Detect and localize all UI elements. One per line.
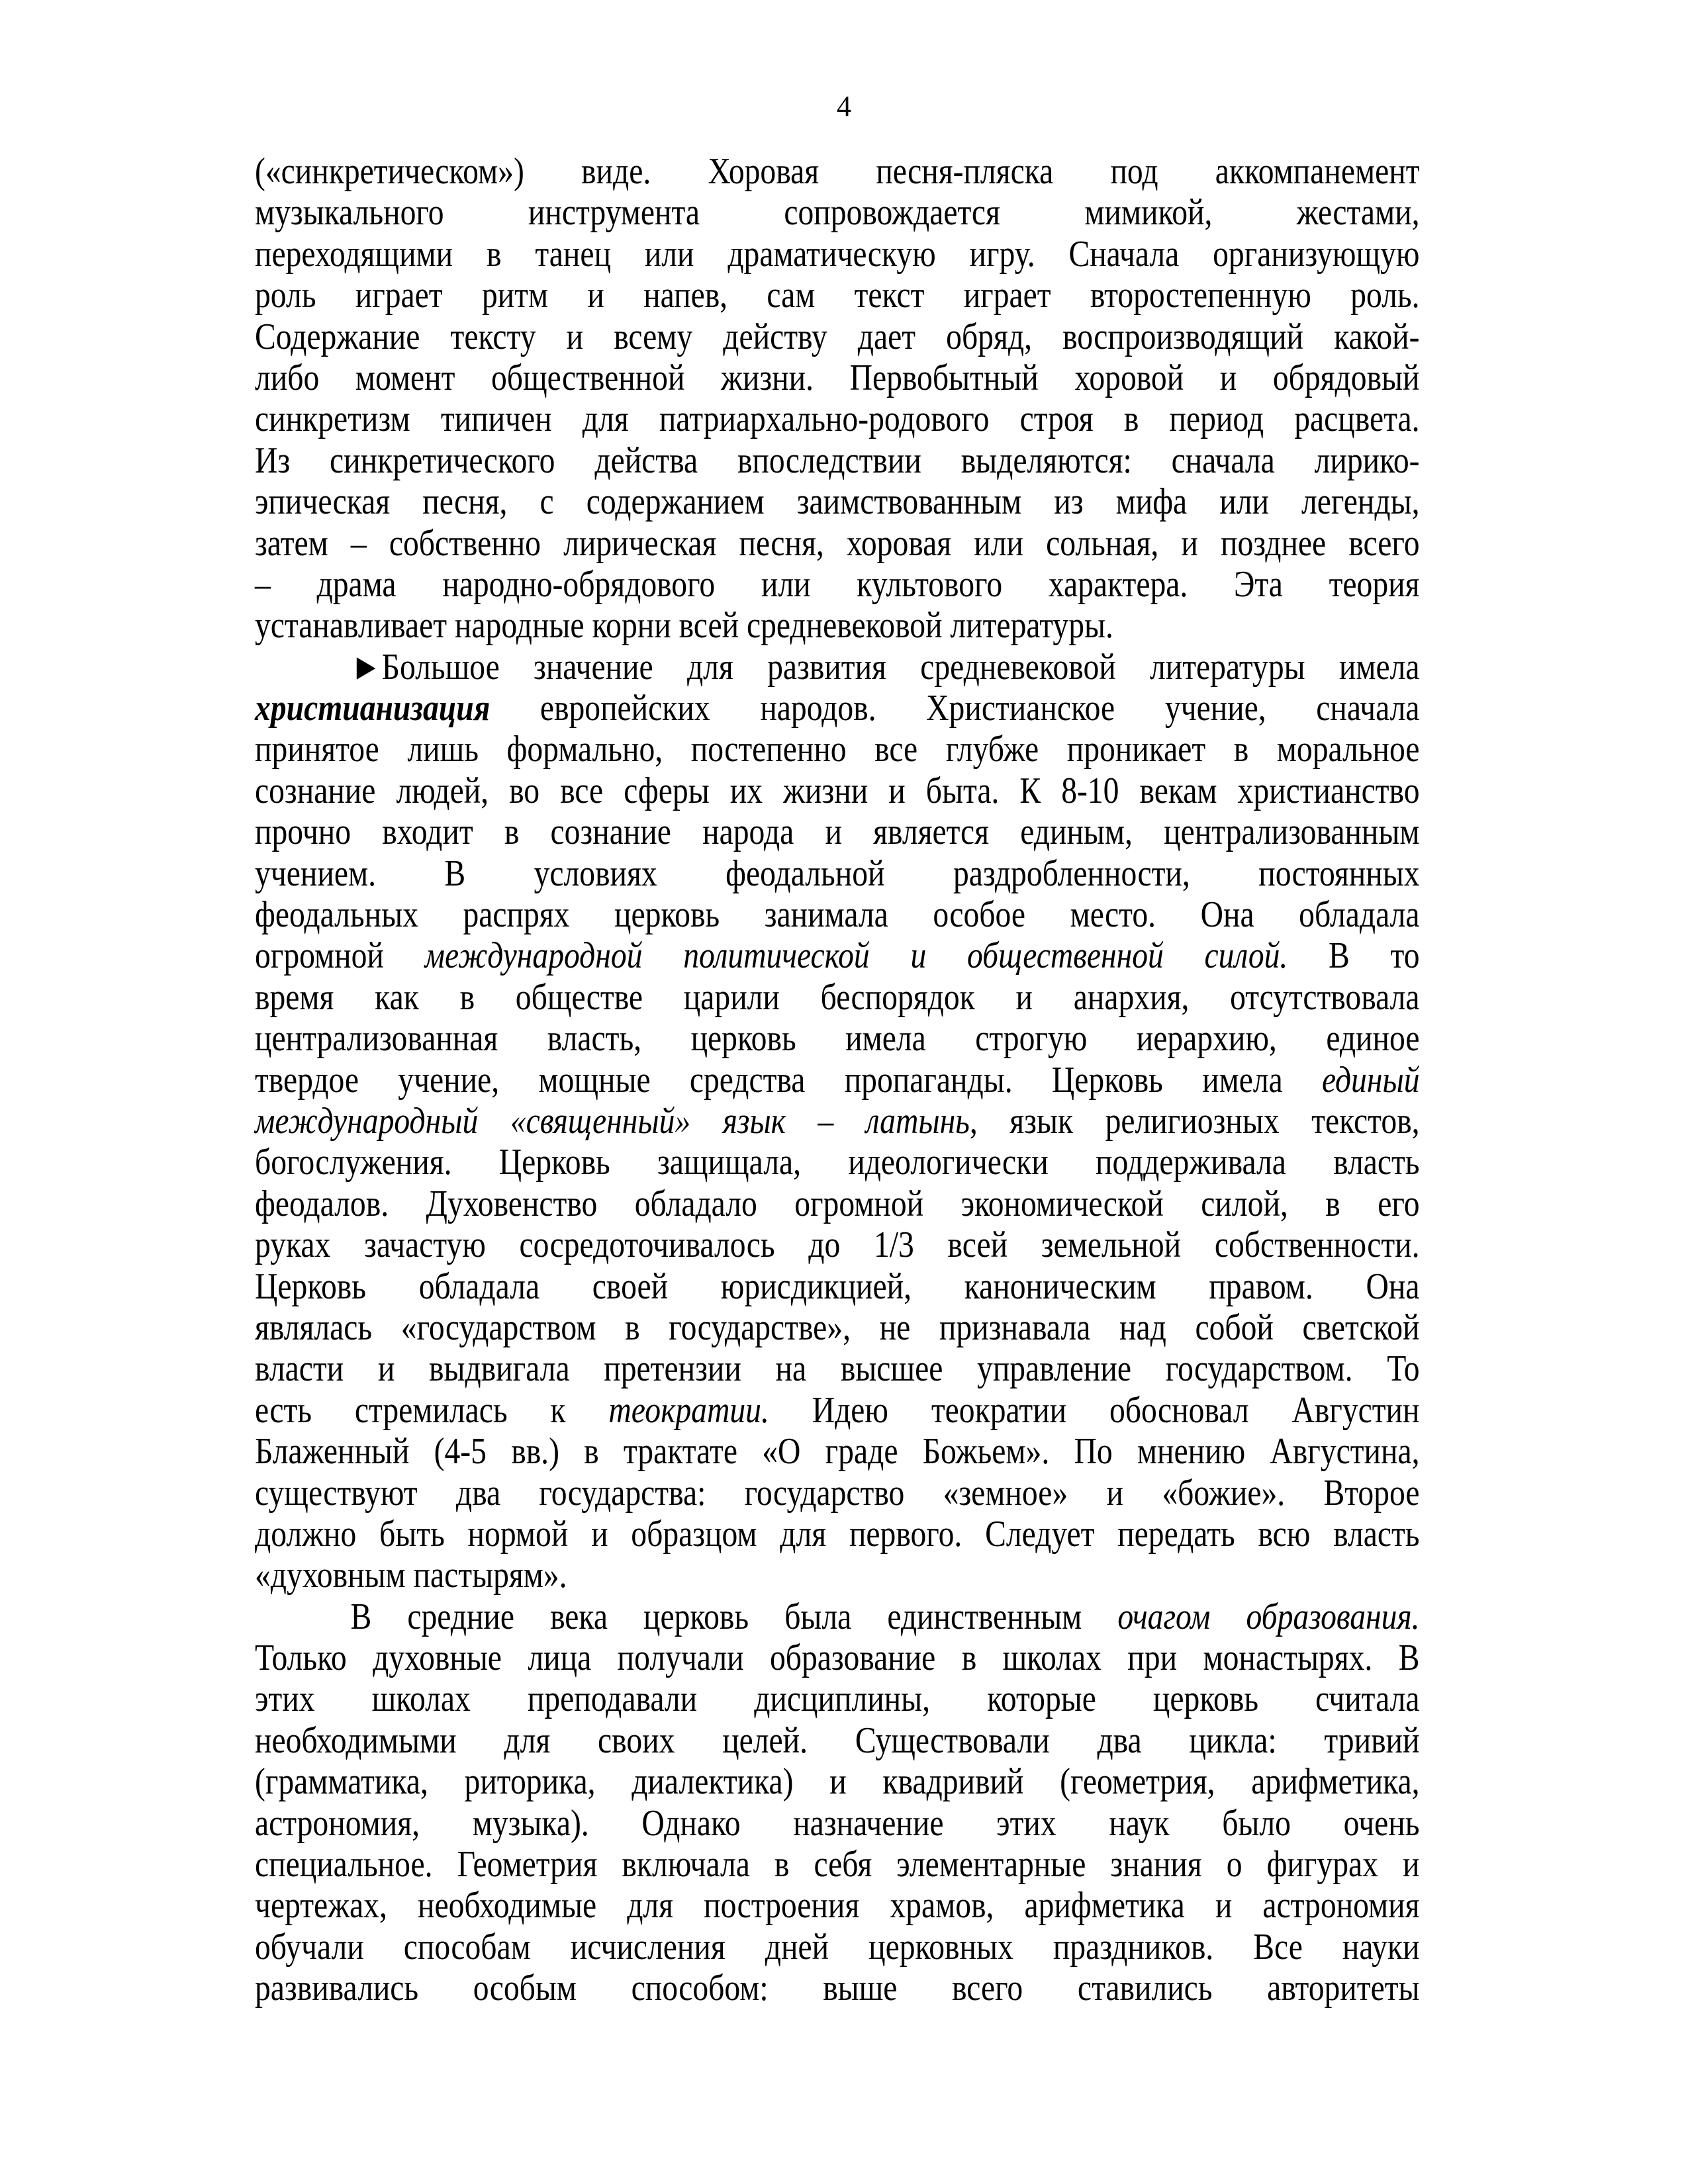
text-line bbox=[255, 1473, 1420, 1514]
text-segment: устанавливает народные корни всей средневековой литературы. bbox=[255, 605, 1113, 647]
text-segment: феодальных распрях церковь занимала особое место. Она обладала bbox=[255, 894, 1420, 936]
text-segment: являлась «государством в государстве», не признавала над собой светской bbox=[255, 1306, 1420, 1348]
text-segment: огромной bbox=[255, 935, 425, 977]
text-segment: синкретизм типичен для патриархально-родового строя в период расцвета. bbox=[255, 398, 1420, 440]
text-segment: В средние века церковь была единственным bbox=[350, 1596, 1118, 1637]
text-segment: чертежах, необходимые для построения храмов, арифметика и астрономия bbox=[255, 1885, 1420, 1927]
text-segment: (грамматика, риторика, диалектика) и квадривий (геометрия, арифметика, bbox=[255, 1761, 1420, 1803]
document-body bbox=[255, 151, 1420, 2009]
text-segment: ►Большое значение для развития средневековой литературы имела bbox=[350, 646, 1420, 688]
text-segment: затем – собственно лирическая песня, хоровая или сольная, и позднее всего bbox=[255, 522, 1420, 564]
text-segment: необходимыми для своих целей. Существовали два цикла: тривий bbox=[255, 1719, 1420, 1761]
text-segment: роль играет ритм и напев, сам текст играет второстепенную роль. bbox=[255, 275, 1420, 316]
text-line bbox=[255, 770, 1420, 811]
text-segment: специальное. Геометрия включала в себя элементарные знания о фигурах и bbox=[255, 1844, 1420, 1886]
text-segment: есть стремилась к bbox=[255, 1389, 609, 1431]
text-segment: руках зачастую сосредоточивалось до 1/3 всей земельной собственности. bbox=[255, 1224, 1420, 1266]
text-line bbox=[255, 151, 1420, 192]
text-line bbox=[255, 1101, 1420, 1142]
text-line bbox=[255, 605, 1420, 646]
text-line bbox=[255, 234, 1420, 275]
text-line bbox=[255, 1390, 1420, 1431]
page-number: 4 bbox=[837, 90, 851, 122]
text-segment: Идею теократии обосновал Августин bbox=[769, 1389, 1420, 1431]
text-line bbox=[255, 1761, 1420, 1802]
text-line bbox=[255, 1927, 1420, 1968]
emphasized-text: теократии. bbox=[608, 1389, 769, 1431]
text-line bbox=[255, 357, 1420, 398]
text-segment: централизованная власть, церковь имела строгую иерархию, единое bbox=[255, 1018, 1420, 1060]
text-segment: феодалов. Духовенство обладало огромной экономической силой, в его bbox=[255, 1183, 1420, 1224]
text-segment: , язык религиозных текстов, bbox=[969, 1100, 1420, 1142]
text-segment: – драма народно-обрядового или культового характера. Эта теория bbox=[255, 563, 1420, 605]
text-line bbox=[255, 1183, 1420, 1224]
paragraph bbox=[255, 1596, 1420, 2009]
text-segment: должно быть нормой и образцом для первого. Следует передать всю власть bbox=[255, 1513, 1420, 1555]
emphasized-text: международный «священный» язык – латынь bbox=[255, 1100, 970, 1142]
text-line bbox=[255, 647, 1420, 688]
text-line bbox=[255, 1678, 1420, 1719]
text-segment: эпическая песня, с содержанием заимствованным из мифа или легенды, bbox=[255, 481, 1420, 523]
text-line bbox=[255, 481, 1420, 522]
text-segment: принятое лишь формально, постепенно все глубже проникает в моральное bbox=[255, 729, 1420, 770]
text-line bbox=[255, 316, 1420, 357]
emphasized-text: христианизация bbox=[255, 688, 491, 729]
text-line bbox=[255, 440, 1420, 481]
text-segment: Церковь обладала своей юрисдикцией, каноническим правом. Она bbox=[255, 1265, 1420, 1307]
text-line bbox=[255, 688, 1420, 729]
text-segment: Блаженный (4-5 вв.) в трактате «О граде Божьем». По мнению Августина, bbox=[255, 1431, 1420, 1473]
text-line bbox=[255, 1348, 1420, 1389]
text-segment: богослужения. Церковь защищала, идеологически поддерживала власть bbox=[255, 1142, 1420, 1183]
text-segment: астрономия, музыка). Однако назначение этих наук было очень bbox=[255, 1802, 1420, 1844]
emphasized-text: международной политической и общественной силой. bbox=[424, 935, 1288, 977]
text-segment: переходящими в танец или драматическую игру. Сначала организующую bbox=[255, 233, 1420, 275]
text-line bbox=[255, 1844, 1420, 1885]
text-segment: либо момент общественной жизни. Первобытный хоровой и обрядовый bbox=[255, 357, 1420, 398]
text-line bbox=[255, 1018, 1420, 1059]
text-segment: учением. В условиях феодальной раздробленности, постоянных bbox=[255, 852, 1420, 894]
text-line bbox=[255, 1803, 1420, 1844]
text-line bbox=[255, 1514, 1420, 1555]
text-segment: музыкального инструмента сопровождается мимикой, жестами, bbox=[255, 192, 1420, 234]
text-segment: время как в обществе царили беспорядок и анархия, отсутствовала bbox=[255, 976, 1420, 1018]
emphasized-text: очагом образования. bbox=[1117, 1596, 1420, 1637]
paragraph bbox=[255, 647, 1420, 1596]
text-segment: Только духовные лица получали образование в школах при монастырях. В bbox=[255, 1637, 1420, 1679]
text-line bbox=[255, 1885, 1420, 1926]
text-line bbox=[255, 1142, 1420, 1183]
text-segment: твердое учение, мощные средства пропаганды. Церковь имела bbox=[255, 1059, 1323, 1101]
text-segment: обучали способам исчисления дней церковных праздников. Все науки bbox=[255, 1926, 1420, 1968]
text-line bbox=[255, 1555, 1420, 1596]
text-line bbox=[255, 1596, 1420, 1637]
text-line bbox=[255, 853, 1420, 894]
text-line bbox=[255, 564, 1420, 605]
text-segment: европейских народов. Христианское учение, сначала bbox=[490, 688, 1420, 729]
text-line bbox=[255, 275, 1420, 316]
text-segment: власти и выдвигала претензии на высшее управление государством. То bbox=[255, 1348, 1420, 1390]
text-line bbox=[255, 811, 1420, 852]
text-line bbox=[255, 1968, 1420, 2009]
text-line bbox=[255, 1307, 1420, 1348]
text-segment: Содержание тексту и всему действу дает обряд, воспроизводящий какой- bbox=[255, 316, 1420, 357]
text-segment: Из синкретического действа впоследствии выделяются: сначала лирико- bbox=[255, 439, 1420, 481]
text-line bbox=[255, 1060, 1420, 1101]
text-line bbox=[255, 398, 1420, 439]
text-line bbox=[255, 977, 1420, 1018]
text-line bbox=[255, 1224, 1420, 1265]
text-line bbox=[255, 1637, 1420, 1678]
text-line bbox=[255, 935, 1420, 976]
paragraph bbox=[255, 151, 1420, 647]
text-line bbox=[255, 523, 1420, 564]
text-segment: прочно входит в сознание народа и является единым, централизованным bbox=[255, 811, 1420, 853]
text-segment: существуют два государства: государство «земное» и «божие». Второе bbox=[255, 1472, 1420, 1514]
text-line bbox=[255, 1266, 1420, 1307]
emphasized-text: единый bbox=[1322, 1059, 1420, 1101]
text-segment: («синкретическом») виде. Хоровая песня-пляска под аккомпанемент bbox=[255, 151, 1420, 192]
text-segment: развивались особым способом: выше всего ставились авторитеты bbox=[255, 1968, 1420, 2009]
text-line bbox=[255, 729, 1420, 770]
text-line bbox=[255, 894, 1420, 935]
text-segment: сознание людей, во все сферы их жизни и быта. К 8-10 векам христианство bbox=[255, 770, 1420, 811]
text-segment: этих школах преподавали дисциплины, которые церковь считала bbox=[255, 1678, 1420, 1720]
text-line bbox=[255, 1720, 1420, 1761]
text-line bbox=[255, 192, 1420, 233]
text-line bbox=[255, 1431, 1420, 1472]
text-segment: «духовным пастырям». bbox=[255, 1555, 567, 1596]
text-segment: В то bbox=[1288, 935, 1420, 977]
